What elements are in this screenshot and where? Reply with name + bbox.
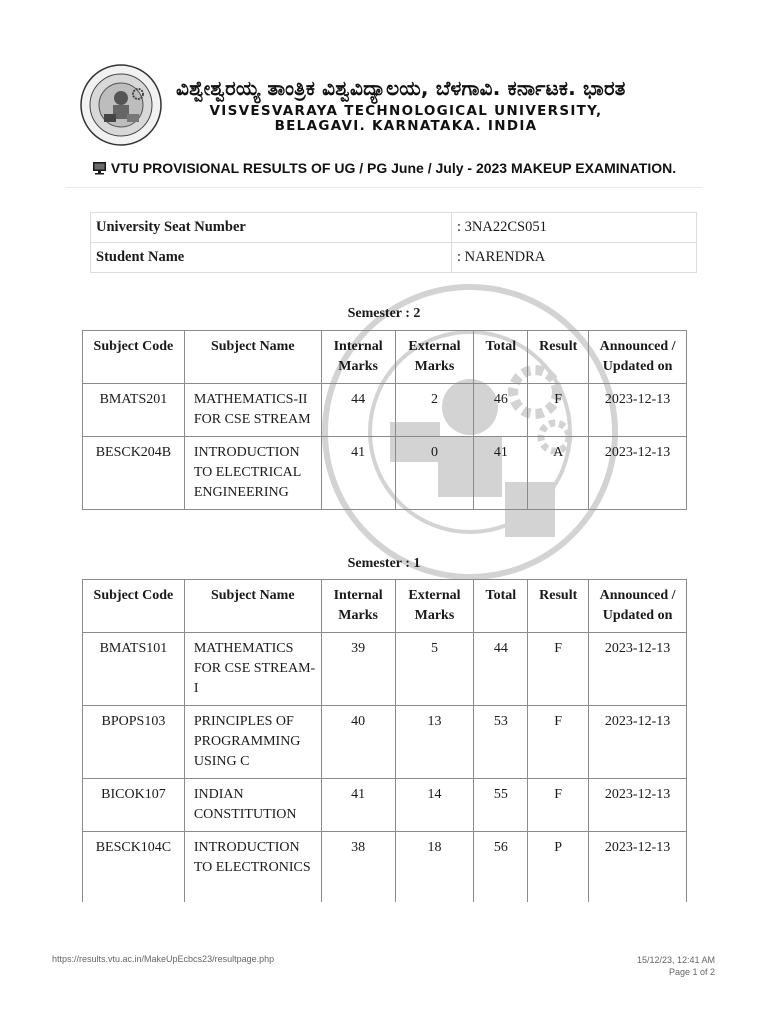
semester-1-results-table bbox=[82, 579, 687, 902]
col-announced: Announced / Updated on bbox=[589, 580, 687, 633]
student-name-label: Student Name bbox=[91, 243, 452, 273]
seat-number-row bbox=[91, 213, 697, 243]
total-marks: 41 bbox=[474, 437, 528, 510]
table-row bbox=[83, 633, 687, 706]
page-title-text: VTU PROVISIONAL RESULTS OF UG / PG June / July - 2023 MAKEUP EXAMINATION. bbox=[110, 160, 677, 176]
col-result: Result bbox=[528, 331, 589, 384]
subject-code: BMATS201 bbox=[83, 384, 185, 437]
page-number: Page 1 of 2 bbox=[668, 967, 715, 977]
result: F bbox=[528, 706, 589, 779]
student-name-row bbox=[91, 243, 697, 273]
internal-marks: 39 bbox=[321, 633, 395, 706]
table-row bbox=[83, 832, 687, 903]
footer-url: https://results.vtu.ac.in/MakeUpEcbcs23/resultpage.php bbox=[52, 954, 275, 964]
university-name-line2: BELAGAVI. KARNATAKA. INDIA bbox=[274, 118, 538, 134]
col-internal-marks: Internal Marks bbox=[321, 331, 395, 384]
university-name-line1: VISVESVARAYA TECHNOLOGICAL UNIVERSITY, bbox=[209, 103, 603, 119]
internal-marks: 44 bbox=[321, 384, 395, 437]
col-result: Result bbox=[528, 580, 589, 633]
result: F bbox=[528, 384, 589, 437]
subject-code: BMATS101 bbox=[83, 633, 185, 706]
external-marks: 13 bbox=[395, 706, 474, 779]
result: F bbox=[528, 779, 589, 832]
seat-number-label: University Seat Number bbox=[91, 213, 452, 243]
announced-date: 2023-12-13 bbox=[589, 384, 687, 437]
external-marks: 2 bbox=[395, 384, 474, 437]
table-header-row bbox=[83, 331, 687, 384]
result: F bbox=[528, 633, 589, 706]
external-marks: 5 bbox=[395, 633, 474, 706]
title-divider bbox=[66, 187, 702, 188]
vtu-logo bbox=[80, 64, 162, 146]
table-row bbox=[83, 779, 687, 832]
col-subject-name: Subject Name bbox=[184, 580, 321, 633]
university-name bbox=[176, 104, 636, 134]
monitor-icon bbox=[92, 161, 107, 175]
subject-name: MATHEMATICS-II FOR CSE STREAM bbox=[184, 384, 321, 437]
external-marks: 0 bbox=[395, 437, 474, 510]
student-info-table bbox=[90, 212, 697, 273]
table-row bbox=[83, 437, 687, 510]
external-marks: 18 bbox=[395, 832, 474, 903]
table-row bbox=[83, 706, 687, 779]
seat-number-value: : 3NA22CS051 bbox=[452, 213, 697, 243]
semester-2-label: Semester : 2 bbox=[347, 306, 421, 321]
external-marks: 14 bbox=[395, 779, 474, 832]
student-name-value: : NARENDRA bbox=[452, 243, 697, 273]
col-total: Total bbox=[474, 580, 528, 633]
total-marks: 55 bbox=[474, 779, 528, 832]
col-announced: Announced / Updated on bbox=[589, 331, 687, 384]
semester-2-results-table bbox=[82, 330, 687, 510]
internal-marks: 41 bbox=[321, 437, 395, 510]
total-marks: 53 bbox=[474, 706, 528, 779]
col-total: Total bbox=[474, 331, 528, 384]
semester-1-label: Semester : 1 bbox=[347, 556, 421, 571]
col-subject-code: Subject Code bbox=[83, 331, 185, 384]
table-row bbox=[83, 384, 687, 437]
col-external-marks: External Marks bbox=[395, 580, 474, 633]
internal-marks: 38 bbox=[321, 832, 395, 903]
subject-code: BESCK104C bbox=[83, 832, 185, 903]
table-header-row bbox=[83, 580, 687, 633]
subject-name: PRINCIPLES OF PROGRAMMING USING C bbox=[184, 706, 321, 779]
total-marks: 56 bbox=[474, 832, 528, 903]
subject-name: INDIAN CONSTITUTION bbox=[184, 779, 321, 832]
announced-date: 2023-12-13 bbox=[589, 706, 687, 779]
subject-code: BESCK204B bbox=[83, 437, 185, 510]
result: P bbox=[528, 832, 589, 903]
announced-date: 2023-12-13 bbox=[589, 779, 687, 832]
col-subject-code: Subject Code bbox=[83, 580, 185, 633]
col-external-marks: External Marks bbox=[395, 331, 474, 384]
subject-code: BPOPS103 bbox=[83, 706, 185, 779]
announced-date: 2023-12-13 bbox=[589, 437, 687, 510]
subject-name: INTRODUCTION TO ELECTRONICS bbox=[184, 832, 321, 903]
announced-date: 2023-12-13 bbox=[589, 633, 687, 706]
col-subject-name: Subject Name bbox=[184, 331, 321, 384]
total-marks: 44 bbox=[474, 633, 528, 706]
page-title bbox=[0, 160, 768, 176]
subject-code: BICOK107 bbox=[83, 779, 185, 832]
internal-marks: 40 bbox=[321, 706, 395, 779]
internal-marks: 41 bbox=[321, 779, 395, 832]
total-marks: 46 bbox=[474, 384, 528, 437]
col-internal-marks: Internal Marks bbox=[321, 580, 395, 633]
print-datetime: 15/12/23, 12:41 AM bbox=[636, 955, 715, 965]
kannada-university-title: ವಿಶ್ವೇಶ್ವರಯ್ಯ ತಾಂತ್ರಿಕ ವಿಶ್ವವಿದ್ಯಾಲಯ, ಬೆಳಗಾವಿ. ಕರ್ನಾಟಕ. ಭಾರತ bbox=[176, 76, 626, 100]
subject-name: MATHEMATICS FOR CSE STREAM-I bbox=[184, 633, 321, 706]
result: A bbox=[528, 437, 589, 510]
subject-name: INTRODUCTION TO ELECTRICAL ENGINEERING bbox=[184, 437, 321, 510]
footer-info bbox=[637, 954, 715, 978]
announced-date: 2023-12-13 bbox=[589, 832, 687, 903]
page-header bbox=[0, 60, 768, 150]
